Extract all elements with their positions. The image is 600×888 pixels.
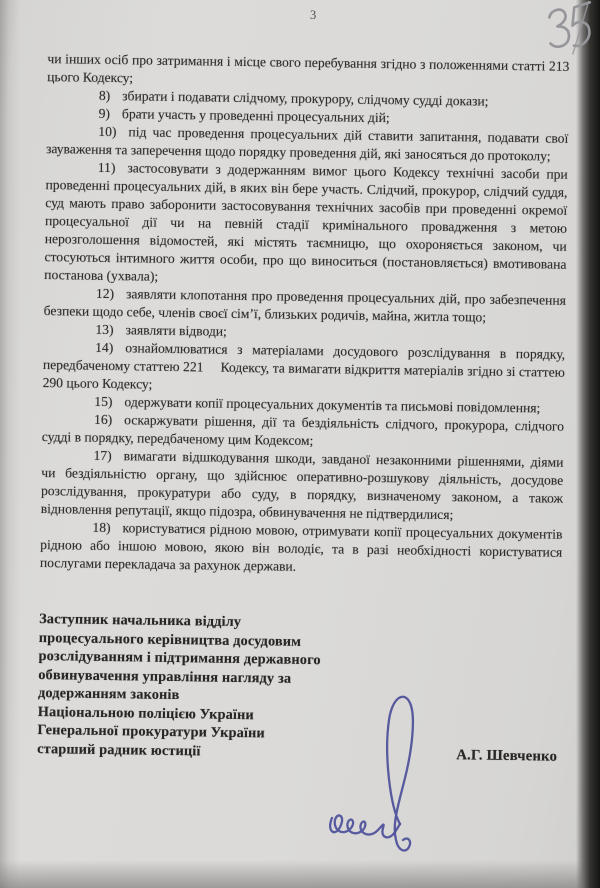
ink-signature-icon [324, 688, 444, 862]
signoff-block [37, 610, 561, 766]
pencil-35-icon [541, 0, 599, 61]
page-fold-shadow [0, 0, 20, 888]
signer-name: А.Г. Шевченко [456, 746, 558, 765]
item-text: заявляти відводи; [125, 322, 228, 339]
page-number: 3 [310, 8, 318, 22]
item-number: 11) [97, 159, 116, 176]
signoff-line: додержанням законів [37, 685, 180, 704]
item-number: 14) [95, 339, 114, 356]
list-item-11 [44, 158, 568, 292]
signoff-rank: старший радник юстиції [37, 740, 201, 759]
item-text: заявляти клопотання про проведення процесуальних дій, про забезпечення безпеки щодо себе, членів своєї сім’ї, близьких родичів, майна, житла тощо; [43, 286, 567, 325]
item-number: 18) [92, 519, 111, 536]
signoff-line: обвинувачення управління нагляду за [38, 666, 292, 687]
scan-edge-bottom [0, 860, 600, 888]
item-number: 12) [95, 285, 115, 302]
handwritten-signature-icon [324, 688, 444, 867]
item-text: ознайомлюватися з матеріалами досудового розслідування в порядку, передбаченому статтею 221 Кодексу, та вимагати відкриття матеріалів згідно зі статтею 290 цього Кодексу; [42, 340, 566, 392]
item-text: оскаржувати рішення, дії та бездіяльність слідчого, прокурора, слідчого судді в порядку, передбаченому цим Кодексом; [41, 412, 565, 449]
signoff-line: розслідуванням і підтримання державного [38, 648, 321, 669]
item-number: 15) [94, 393, 113, 410]
list-item-17 [41, 446, 564, 526]
document-body [37, 50, 569, 766]
list-item-18 [40, 518, 563, 580]
list-item-14 [42, 338, 565, 400]
scan-edge-right [576, 0, 600, 888]
signoff-line: процесуального керівництва досудовим [38, 629, 302, 650]
item-text: одержувати копії процесуальних документів та письмові повідомлення; [124, 394, 541, 416]
signoff-line: Генеральної прокуратури України [37, 722, 266, 742]
item-number: 17) [93, 447, 112, 464]
item-text: під час проведення процесуальних дій ставити запитання, подавати свої зауваження та заперечення щодо порядку проведення дій, які заносяться до протоколу; [45, 124, 569, 164]
item-text: брати участь у проведенні процесуальних дій; [121, 106, 390, 126]
handwritten-page-number-icon [541, 0, 599, 61]
item-text: користуватися рідною мовою, отримувати копії процесуальних документів рідною або іншою мовою, якою він володіє, та в разі необхідності користуватися послугами перекладача за рахунок держави. [39, 520, 563, 574]
item-number: 16) [93, 411, 113, 428]
signoff-line: Національною поліцією України [37, 703, 254, 723]
item-number: 8) [98, 87, 111, 104]
item-text: збирати і подавати слідчому, прокурору, слідчому судді докази; [122, 88, 489, 109]
item-number: 9) [98, 105, 111, 122]
item-text: застосовувати з додержанням вимог цього Кодексу технічні засоби при проведенні процесуальних дій, в яких він бере участь. Слідчий, прокурор, слідчий суддя, суд мають право заборонити застосовування технічних засобів при проведенні окремої процесуальної дії чи на певній стадії кримінального провадження з метою нерозголошення відомостей, які містять таємницю, що охороняється законом, чи стосуються інтимного життя особи, про що виноситься (постановляється) вмотивована постанова (ухвала); [44, 160, 568, 284]
item-number: 10) [98, 123, 117, 140]
signoff-line: Заступник начальника відділу [39, 611, 242, 631]
item-text: вимагати відшкодування шкоди, завданої незаконними рішеннями, діями чи бездіяльністю органу, що здійснює оперативно-розшукову діяльність, досудове розслідування, прокуратури або суду, в порядку, визначеному законом, а також відновлення репутації, якщо підозра, обвинувачення не підтвердилися; [40, 448, 564, 523]
item-number: 13) [95, 321, 114, 338]
intro-paragraph: чи інших осіб про затримання і місце свого перебування згідно з положеннями статті 213 цього Кодексу; [47, 51, 570, 86]
